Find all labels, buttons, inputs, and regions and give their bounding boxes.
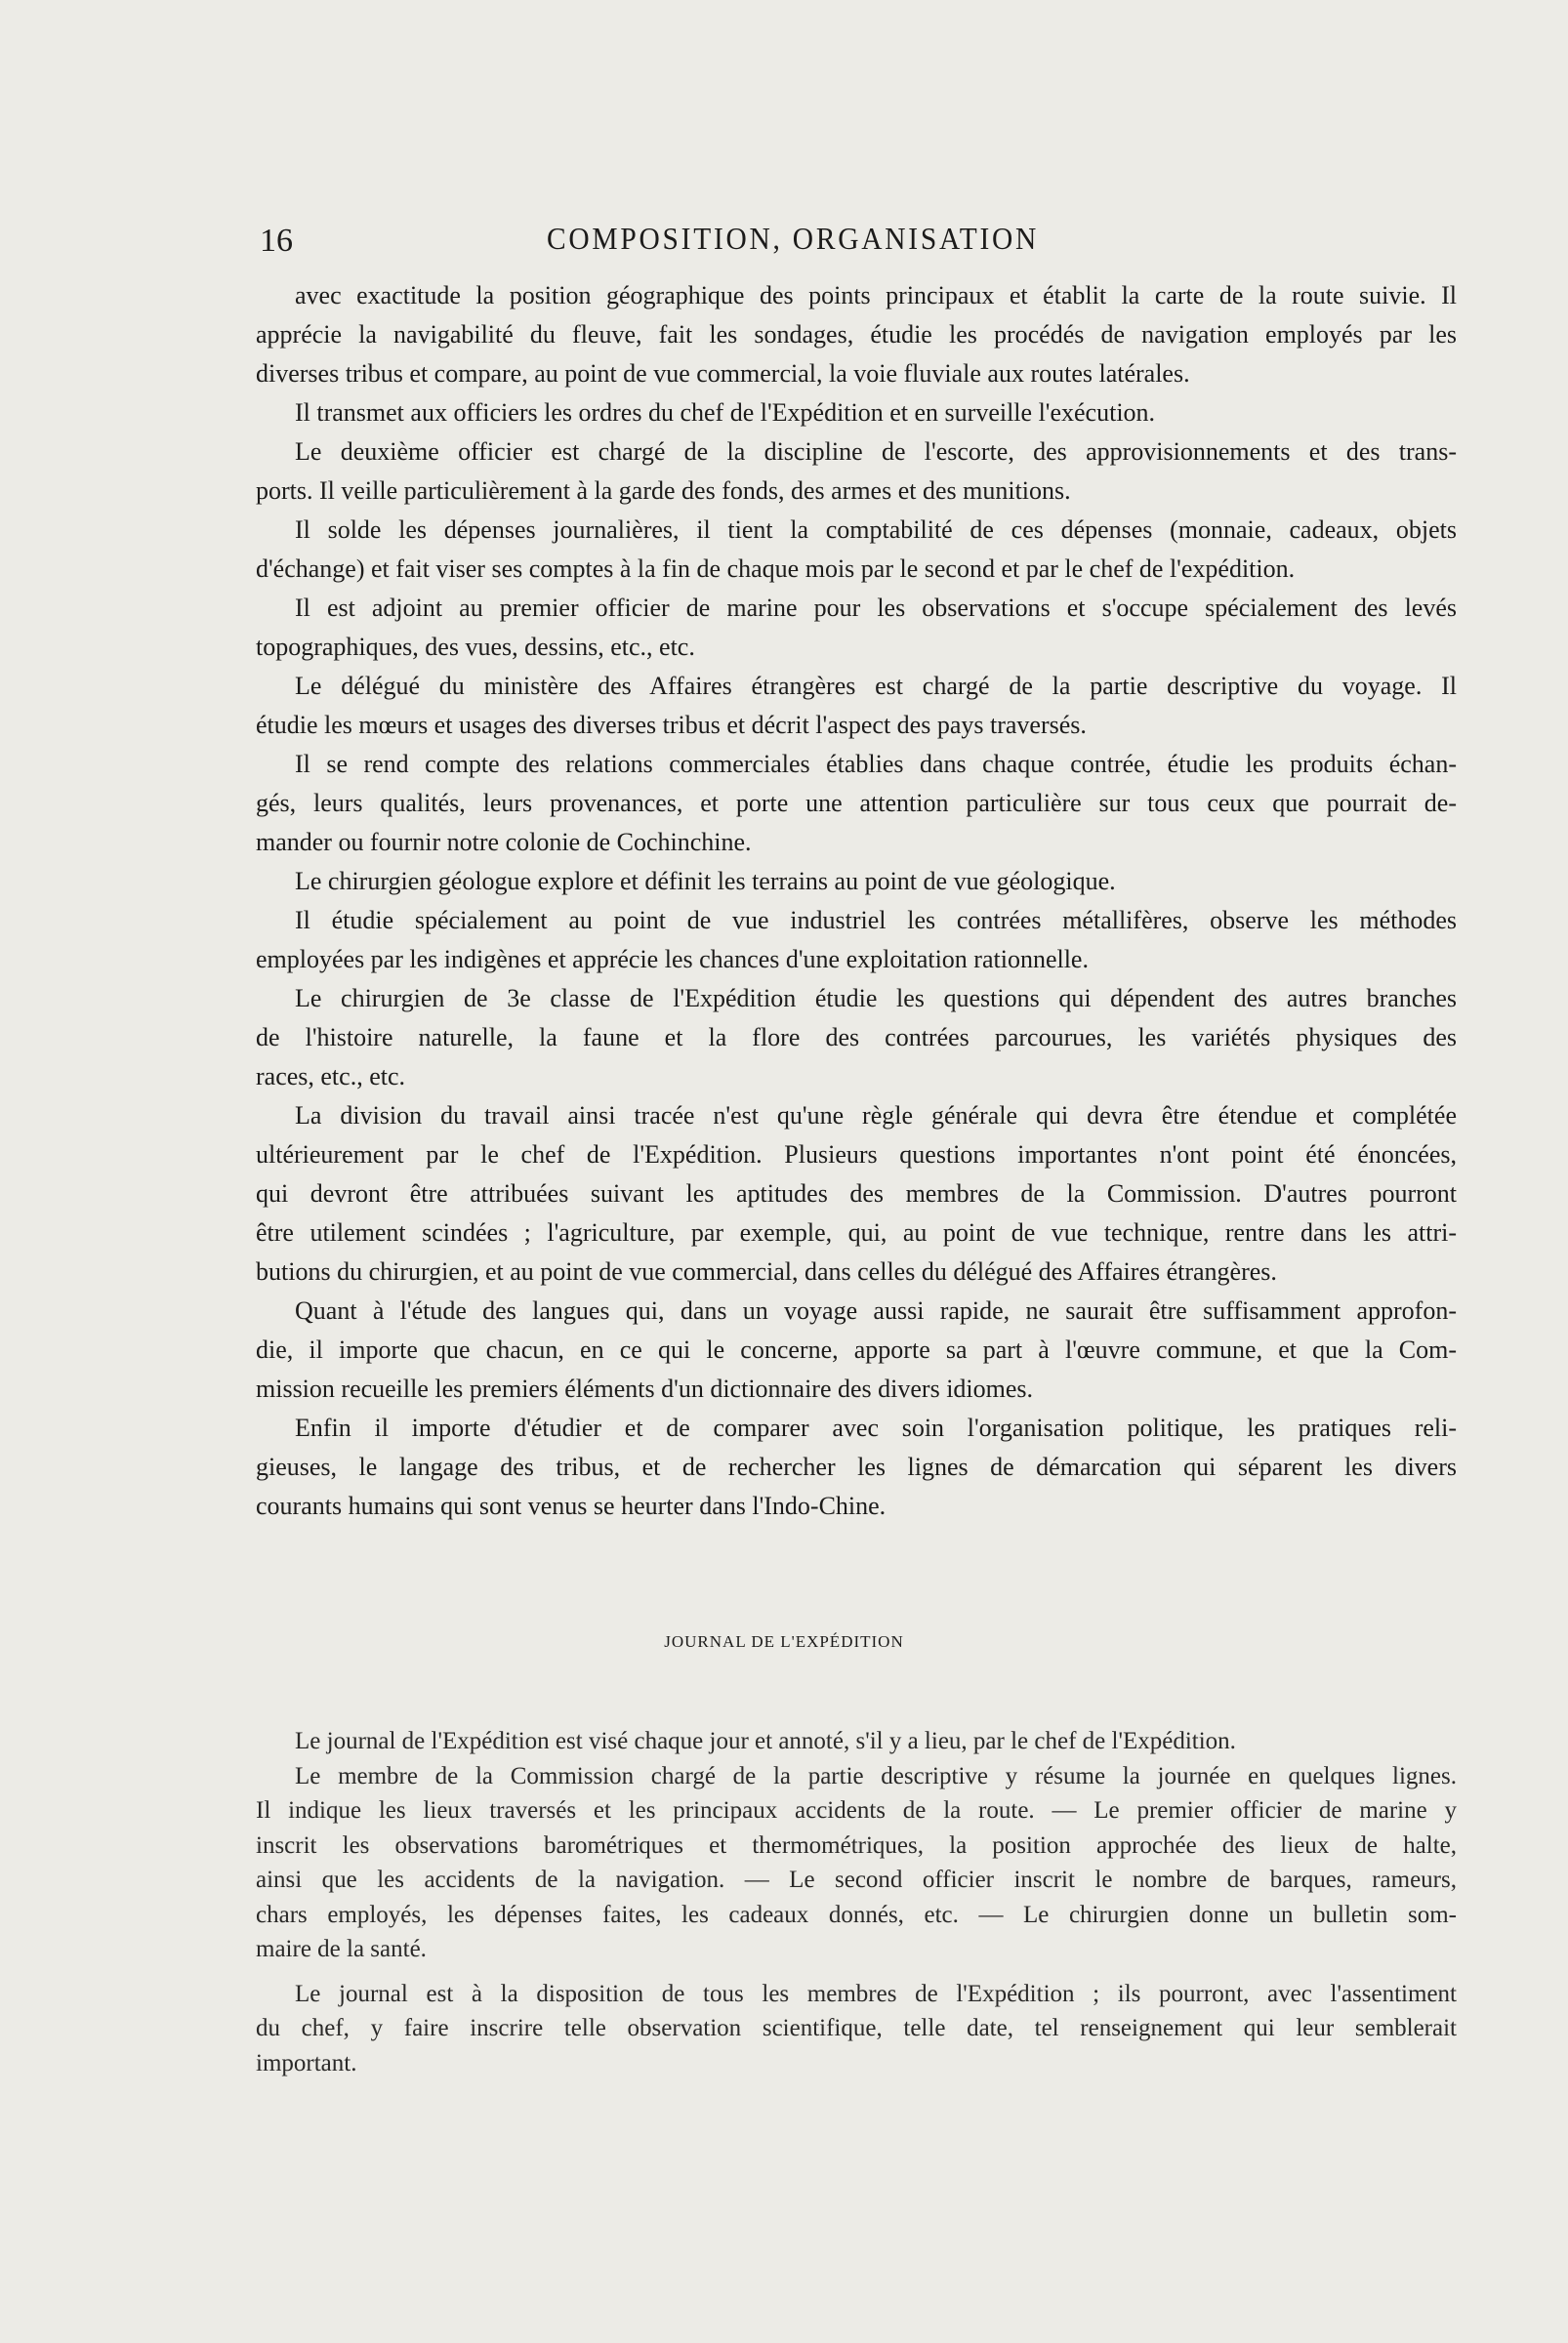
paragraph xyxy=(256,1096,1457,1292)
text-line: Le chirurgien géologue explore et définit les terrains au point de vue géologique. xyxy=(295,867,1116,895)
text-line: Le journal est à la disposition de tous les membres de l'Expédition ; ils pourront, avec l'assentiment xyxy=(295,1980,1457,2007)
paragraph xyxy=(256,862,1457,901)
text-line: d'échange) et fait viser ses comptes à la fin de chaque mois par le second et par le chef de l'expédition. xyxy=(256,555,1296,583)
text-line: topographiques, des vues, dessins, etc., etc. xyxy=(256,633,695,661)
text-line: butions du chirurgien, et au point de vue commercial, dans celles du délégué des Affaires étrangères. xyxy=(256,1257,1277,1286)
text-line: Il indique les lieux traversés et les principaux accidents de la route. — Le premier officier de marine y xyxy=(256,1797,1457,1824)
text-line: de l'histoire naturelle, la faune et la flore des contrées parcourues, les variétés physiques des xyxy=(256,1023,1457,1051)
paragraph xyxy=(256,393,1457,432)
text-line: ultérieurement par le chef de l'Expédition. Plusieurs questions importantes n'ont point été énoncées, xyxy=(256,1140,1457,1169)
text-line: La division du travail ainsi tracée n'est qu'une règle générale qui devra être étendue et complétée xyxy=(295,1101,1457,1130)
paragraph xyxy=(256,1759,1457,1967)
text-line: apprécie la navigabilité du fleuve, fait les sondages, étudie les procédés de navigation employés par les xyxy=(256,320,1457,349)
text-line: inscrit les observations barométriques et thermométriques, la position approchée des lieux de halte, xyxy=(256,1831,1457,1859)
text-line: diverses tribus et compare, au point de vue commercial, la voie fluviale aux routes latérales. xyxy=(256,359,1190,388)
text-line: ainsi que les accidents de la navigation. — Le second officier inscrit le nombre de barques, rameurs, xyxy=(256,1867,1457,1893)
text-line: races, etc., etc. xyxy=(256,1062,406,1090)
paragraph xyxy=(256,979,1457,1096)
text-line: Le membre de la Commission chargé de la partie descriptive y résume la journée en quelques lignes. xyxy=(295,1762,1457,1789)
text-line: courants humains qui sont venus se heurter dans l'Indo-Chine. xyxy=(256,1492,887,1520)
paragraph xyxy=(256,1409,1457,1526)
text-line: du chef, y faire inscrire telle observation scientifique, telle date, tel renseignement qui leur semblerait xyxy=(256,2015,1457,2041)
text-line: employées par les indigènes et apprécie les chances d'une exploitation rationnelle. xyxy=(256,945,1089,973)
text-line: avec exactitude la position géographique des points principaux et établit la carte de la route suivie. Il xyxy=(295,281,1457,309)
paragraph xyxy=(256,1724,1457,1759)
text-line: Le deuxième officier est chargé de la discipline de l'escorte, des approvisionnements et des trans- xyxy=(295,437,1457,466)
paragraph xyxy=(256,745,1457,862)
text-line: chars employés, les dépenses faites, les cadeaux donnés, etc. — Le chirurgien donne un bulletin som- xyxy=(256,1901,1457,1928)
text-line: ports. Il veille particulièrement à la garde des fonds, des armes et des munitions. xyxy=(256,476,1071,505)
journal-section-text xyxy=(256,1724,1457,2080)
text-line: Il transmet aux officiers les ordres du chef de l'Expédition et en surveille l'exécution. xyxy=(295,398,1156,427)
text-line: gés, leurs qualités, leurs provenances, et porte une attention particulière sur tous ceux que pourrait de- xyxy=(256,789,1457,817)
paragraph xyxy=(256,432,1457,511)
text-line: mander ou fournir notre colonie de Cochinchine. xyxy=(256,828,752,856)
paragraph xyxy=(256,1977,1457,2081)
text-line: étudie les mœurs et usages des diverses tribus et décrit l'aspect des pays traversés. xyxy=(256,711,1087,739)
paragraph xyxy=(256,1292,1457,1409)
text-line: Le délégué du ministère des Affaires étrangères est chargé de la partie descriptive du voyage. Il xyxy=(295,672,1457,700)
text-line: Le journal de l'Expédition est visé chaque jour et annoté, s'il y a lieu, par le chef de l'Expédition. xyxy=(295,1728,1236,1754)
text-line: Enfin il importe d'étudier et de comparer avec soin l'organisation politique, les pratiques reli- xyxy=(295,1414,1457,1442)
paragraph xyxy=(256,511,1457,589)
paragraph xyxy=(256,667,1457,745)
section-title: JOURNAL DE L'EXPÉDITION xyxy=(664,1632,904,1651)
text-line: Il étudie spécialement au point de vue industriel les contrées métallifères, observe les méthodes xyxy=(295,906,1457,934)
text-line: Le chirurgien de 3e classe de l'Expédition étudie les questions qui dépendent des autres branches xyxy=(295,984,1457,1012)
text-line: Il solde les dépenses journalières, il tient la comptabilité de ces dépenses (monnaie, cadeaux, objets xyxy=(295,515,1457,544)
page-number: 16 xyxy=(260,223,293,259)
paragraph xyxy=(256,901,1457,979)
paragraph xyxy=(256,589,1457,667)
text-line: Il se rend compte des relations commerciales établies dans chaque contrée, étudie les produits échan- xyxy=(295,750,1457,778)
running-title: COMPOSITION, ORGANISATION xyxy=(547,221,1040,256)
text-line: gieuses, le langage des tribus, et de rechercher les lignes de démarcation qui séparent les divers xyxy=(256,1453,1457,1481)
text-line: important. xyxy=(256,2049,357,2076)
text-line: être utilement scindées ; l'agriculture, par exemple, qui, au point de vue technique, rentre dans les attri- xyxy=(256,1218,1457,1247)
text-line: maire de la santé. xyxy=(256,1936,427,1962)
text-line: mission recueille les premiers éléments d'un dictionnaire des divers idiomes. xyxy=(256,1375,1034,1403)
text-line: Il est adjoint au premier officier de marine pour les observations et s'occupe spécialement des levés xyxy=(295,594,1457,622)
text-line: die, il importe que chacun, en ce qui le concerne, apporte sa part à l'œuvre commune, et que la Com- xyxy=(256,1336,1457,1364)
text-line: Quant à l'étude des langues qui, dans un voyage aussi rapide, ne saurait être suffisamment approfon- xyxy=(295,1296,1457,1325)
body-text xyxy=(256,276,1457,1526)
text-line: qui devront être attribuées suivant les aptitudes des membres de la Commission. D'autres pourront xyxy=(256,1179,1457,1208)
paragraph xyxy=(256,276,1457,393)
